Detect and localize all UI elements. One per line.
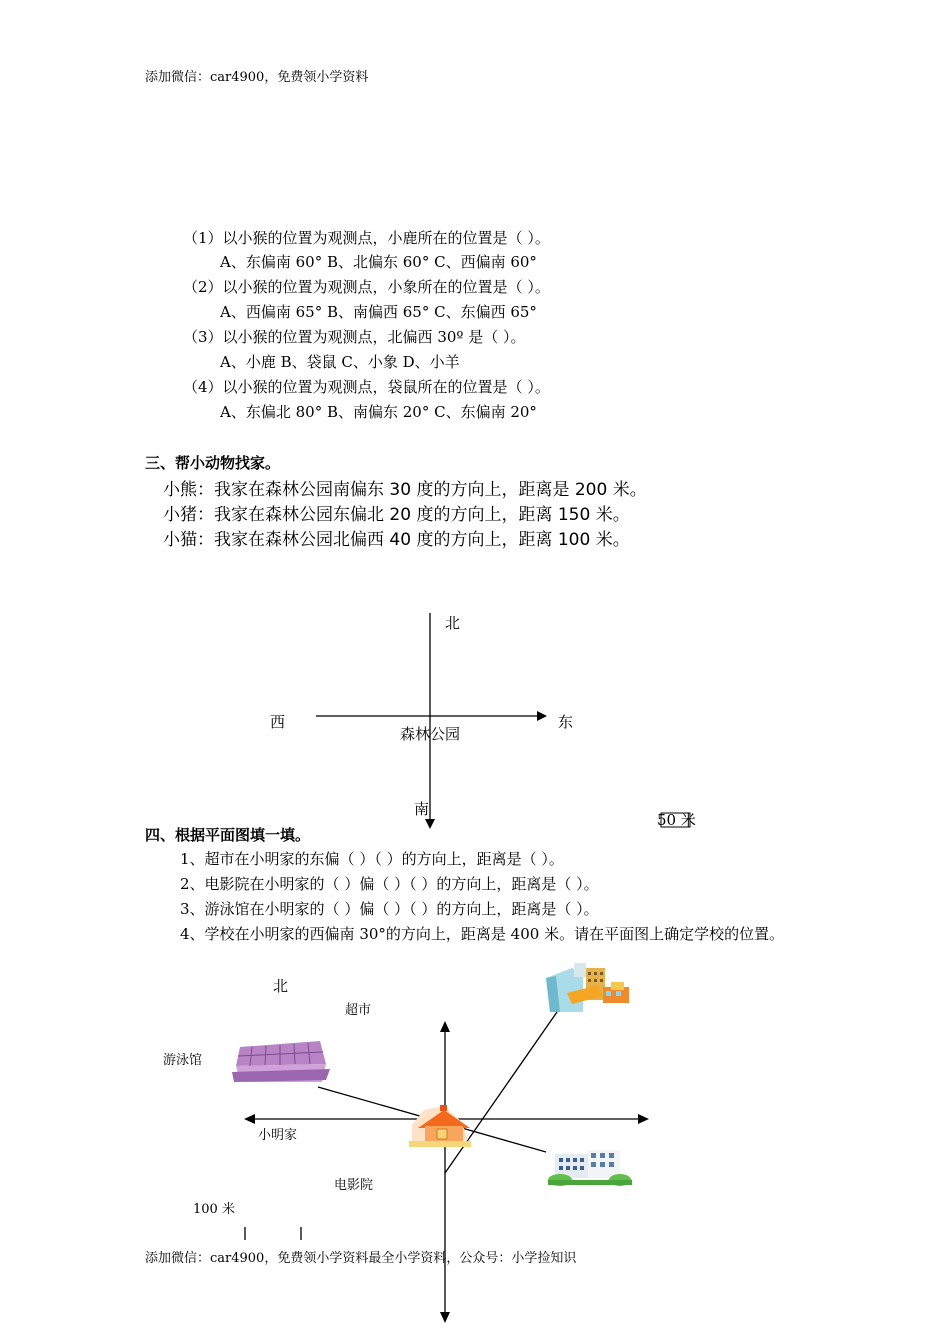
pool-label: 游泳馆 (163, 1053, 203, 1068)
map-south-arrowhead (440, 1312, 450, 1323)
fill-item-2: 2、电影院在小明家的（ ）偏（ ）（ ）的方向上，距离是（ ）。 (180, 875, 599, 893)
page-footer: 添加微信：car4900，免费领小学资料最全小学资料，公众号：小学捡知识 (145, 1251, 577, 1266)
compass-south-label: 南 (414, 800, 430, 818)
question-1-options: A、东偏南 60° B、北偏东 60° C、西偏南 60° (220, 253, 537, 271)
question-4: （4）以小猴的位置为观测点，袋鼠所在的位置是（ ）。 (183, 378, 550, 396)
fill-item-4: 4、学校在小明家的西偏南 30°的方向上，距离是 400 米。请在平面图上确定学校的位置。 (180, 925, 785, 943)
question-3-options: A、小鹿 B、袋鼠 C、小象 D、小羊 (220, 353, 460, 371)
compass-north-label: 北 (445, 614, 461, 632)
question-1: （1）以小猴的位置为观测点，小鹿所在的位置是（ ）。 (183, 229, 550, 247)
scale-label: 50 米 (657, 811, 696, 829)
question-3: （3）以小猴的位置为观测点，北偏西 30º 是（ ）。 (183, 328, 526, 346)
fill-item-3: 3、游泳馆在小明家的（ ）偏（ ）（ ）的方向上，距离是（ ）。 (180, 900, 599, 918)
map-west-arrowhead (244, 1114, 255, 1124)
map-north-label: 北 (273, 977, 289, 995)
bear-line: 小熊：我家在森林公园南偏东 30 度的方向上，距离是 200 米。 (163, 480, 647, 500)
cat-line: 小猫：我家在森林公园北偏西 40 度的方向上，距离 100 米。 (163, 530, 630, 550)
supermarket-label: 超市 (345, 1003, 372, 1018)
fill-item-1: 1、超市在小明家的东偏（ ）（ ）的方向上，距离是（ ）。 (180, 850, 564, 868)
map-east-arrowhead (638, 1114, 649, 1124)
home-house-icon (409, 1105, 471, 1147)
cinema-label: 电影院 (334, 1178, 374, 1193)
compass-west-label: 西 (270, 713, 286, 731)
question-4-options: A、东偏北 80° B、南偏东 20° C、东偏南 20° (220, 403, 537, 421)
swimming-pool-building-icon (232, 1041, 330, 1082)
question-2: （2）以小猴的位置为观测点，小象所在的位置是（ ）。 (183, 278, 550, 296)
question-2-options: A、西偏南 65° B、南偏西 65° C、东偏西 65° (220, 303, 537, 321)
page-header: 添加微信：car4900，免费领小学资料 (145, 70, 369, 85)
line-to-supermarket (445, 1012, 557, 1173)
section-3-title-text: 三、帮小动物找家。 (145, 454, 281, 472)
compass-east-label: 东 (558, 713, 574, 731)
map-scale-label: 100 米 (193, 1202, 235, 1217)
cinema-building-icon (548, 1150, 632, 1186)
map-north-arrowhead (440, 1021, 450, 1032)
supermarket-building-icon (546, 963, 629, 1012)
compass-center-label: 森林公园 (400, 725, 461, 743)
pig-line: 小猪：我家在森林公园东偏北 20 度的方向上，距离 150 米。 (163, 505, 630, 525)
section-4-title: 四、根据平面图填一填。 (145, 826, 311, 844)
home-label: 小明家 (258, 1128, 298, 1143)
